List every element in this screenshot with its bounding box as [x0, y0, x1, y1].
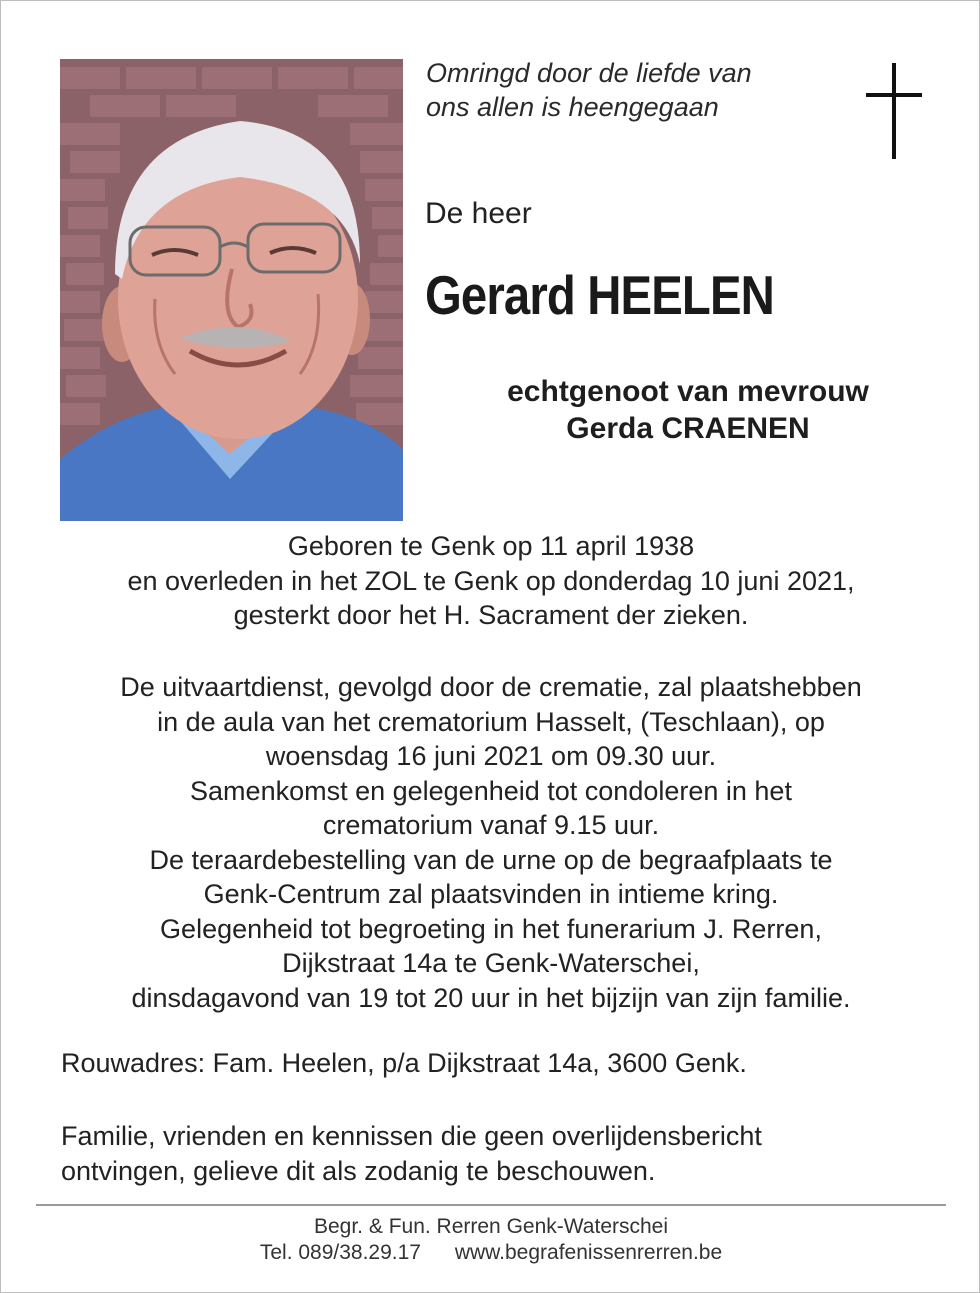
info-line: gesterkt door het H. Sacrament der zieken.: [233, 600, 749, 630]
deceased-name: Gerard HEELEN: [425, 264, 774, 326]
intro-line: Omringd door de liefde van: [426, 58, 752, 88]
intro-text: [426, 56, 752, 124]
mourning-address: [61, 1046, 747, 1081]
info-line: en overleden in het ZOL te Genk op donderdag 10 juni 2021,: [127, 565, 855, 596]
funeral-home-website: www.begrafenissenrerren.be: [454, 1241, 723, 1264]
portrait-illustration: [60, 59, 403, 521]
notice-line: Familie, vrienden en kennissen die geen overlijdensbericht: [61, 1121, 762, 1151]
honorific: De heer: [425, 197, 532, 230]
address-line: Rouwadres: Fam. Heelen, p/a Dijkstraat 14a, 3600 Genk.: [61, 1048, 747, 1078]
birth-death-info: [1, 529, 980, 633]
ceremony-line: Dijkstraat 14a te Genk-Waterschei,: [282, 948, 700, 978]
ceremony-line: crematorium vanaf 9.15 uur.: [322, 810, 660, 840]
funeral-home-name: Begr. & Fun. Rerren Genk-Waterschei: [313, 1215, 669, 1238]
ceremony-line: in de aula van het crematorium Hasselt, (Teschlaan), op: [157, 706, 825, 737]
ceremony-line: dinsdagavond van 19 tot 20 uur in het bijzijn van zijn familie.: [131, 982, 851, 1013]
notice-line: ontvingen, gelieve dit als zodanig te beschouwen.: [61, 1155, 656, 1186]
notice-text: [61, 1119, 762, 1188]
spouse-line: echtgenoot van mevrouw: [507, 375, 869, 408]
funeral-home-footer: [1, 1214, 980, 1266]
ceremony-info: [1, 670, 980, 1015]
ceremony-line: De teraardebestelling van de urne op de begraafplaats te: [149, 844, 833, 875]
info-line: Geboren te Genk op 11 april 1938: [287, 531, 695, 561]
footer-divider: [36, 1204, 946, 1206]
spouse-name: Gerda CRAENEN: [566, 412, 810, 445]
intro-line: ons allen is heengegaan: [426, 92, 719, 122]
ceremony-line: woensdag 16 juni 2021 om 09.30 uur.: [265, 741, 717, 771]
ceremony-line: Samenkomst en gelegenheid tot condoleren in het: [190, 775, 792, 806]
ceremony-line: De uitvaartdienst, gevolgd door de crematie, zal plaatshebben: [120, 672, 862, 702]
ceremony-line: Gelegenheid tot begroeting in het funerarium J. Rerren,: [160, 913, 822, 944]
spouse-block: [403, 373, 973, 447]
funeral-home-phone: Tel. 089/38.29.17: [259, 1241, 421, 1264]
portrait-photo: [60, 59, 403, 521]
cross-icon: [866, 63, 922, 159]
ceremony-line: Genk-Centrum zal plaatsvinden in intieme kring.: [203, 879, 779, 909]
